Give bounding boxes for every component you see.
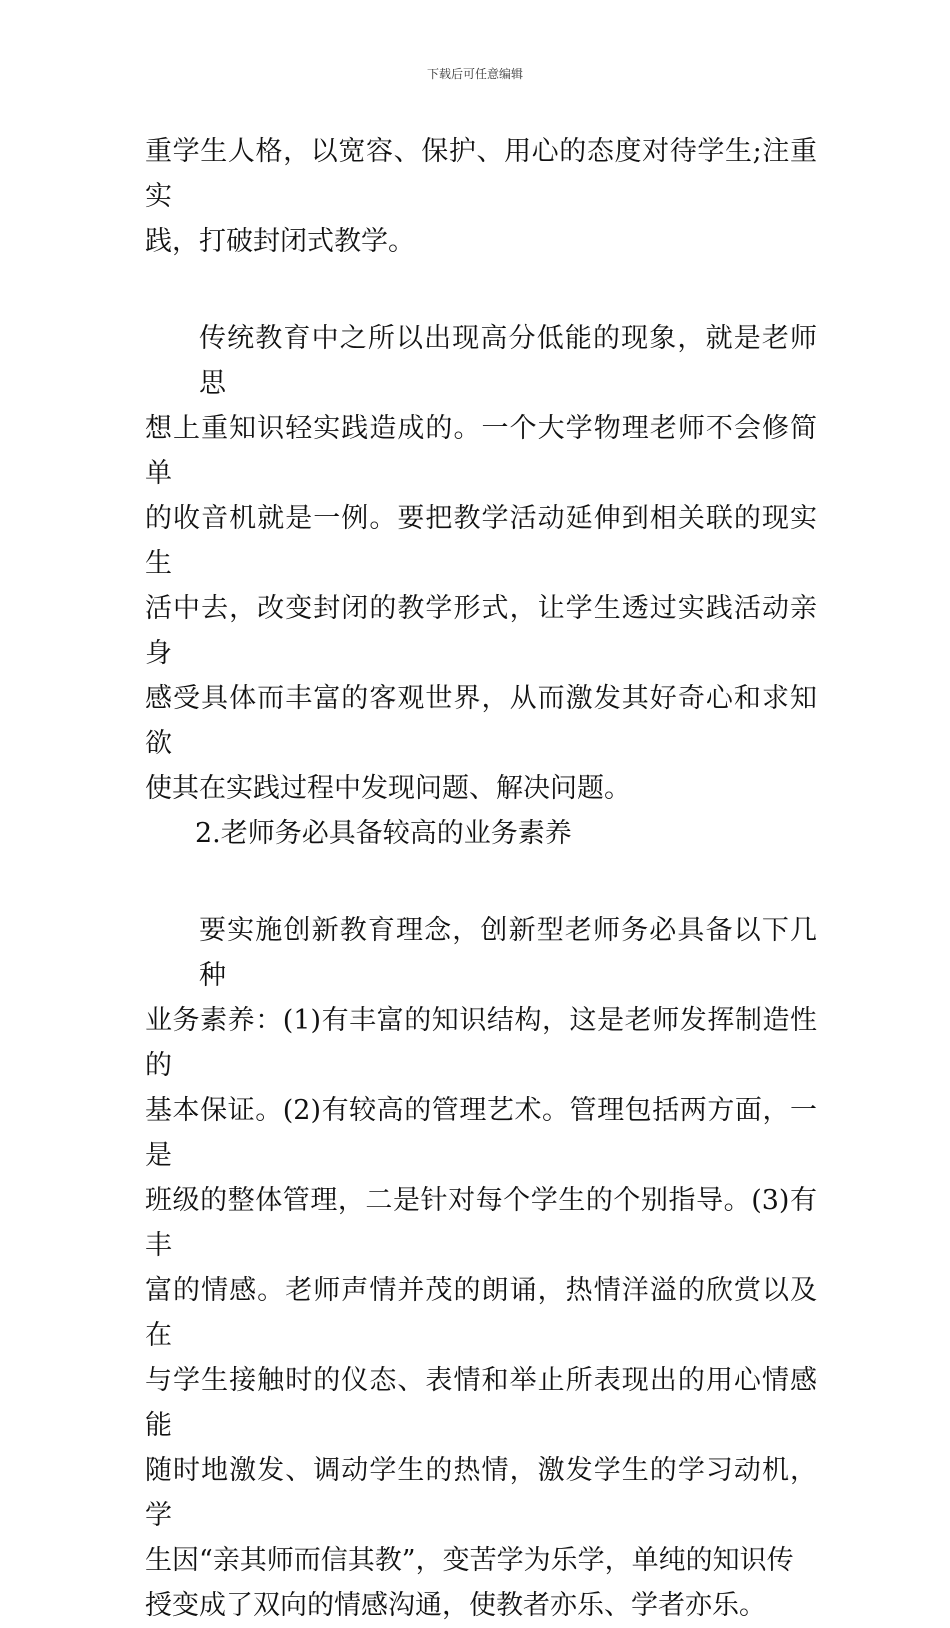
- text-line: 想上重知识轻实践造成的。一个大学物理老师不会修简单: [145, 413, 817, 489]
- text-line: 生因“亲其师而信其教”，变苦学为乐学，单纯的知识传: [145, 1545, 794, 1576]
- text-line: 要实施创新教育理念，创新型老师务必具备以下几种: [199, 915, 817, 991]
- document-body: [145, 129, 817, 1628]
- paragraph-professional-quality: [145, 908, 817, 1628]
- text-line: 班级的整体管理，二是针对每个学生的个别指导。(3)有丰: [145, 1185, 817, 1261]
- text-line: 富的情感。老师声情并茂的朗诵，热情洋溢的欣赏以及在: [145, 1275, 817, 1351]
- text-line: 授变成了双向的情感沟通，使教者亦乐、学者亦乐。: [145, 1590, 766, 1621]
- text-line: 与学生接触时的仪态、表情和举止所表现出的用心情感能: [145, 1365, 817, 1441]
- text-line: 基本保证。(2)有较高的管理艺术。管理包括两方面，一是: [145, 1095, 817, 1171]
- text-line: 践，打破封闭式教学。: [145, 226, 415, 257]
- text-line: 的收音机就是一例。要把教学活动延伸到相关联的现实生: [145, 503, 817, 579]
- page-header: 下载后可任意编辑: [426, 67, 523, 81]
- paragraph-traditional-education: [145, 316, 817, 811]
- text-line: 感受具体而丰富的客观世界，从而激发其好奇心和求知欲: [145, 683, 817, 759]
- section-heading: [145, 811, 817, 856]
- text-line: 传统教育中之所以出现高分低能的现象，就是老师思: [199, 323, 817, 399]
- text-line: 随时地激发、调动学生的热情，激发学生的学习动机，学: [145, 1455, 817, 1531]
- text-line: 使其在实践过程中发现问题、解决问题。: [145, 773, 631, 804]
- text-line: 活中去，改变封闭的教学形式，让学生透过实践活动亲身: [145, 593, 817, 669]
- text-line: 业务素养：(1)有丰富的知识结构，这是老师发挥制造性的: [145, 1005, 817, 1081]
- paragraph-continuation: [145, 129, 817, 264]
- heading-text: 2.老师务必具备较高的业务素养: [195, 818, 572, 849]
- text-line: 重学生人格，以宽容、保护、用心的态度对待学生;注重实: [145, 136, 817, 212]
